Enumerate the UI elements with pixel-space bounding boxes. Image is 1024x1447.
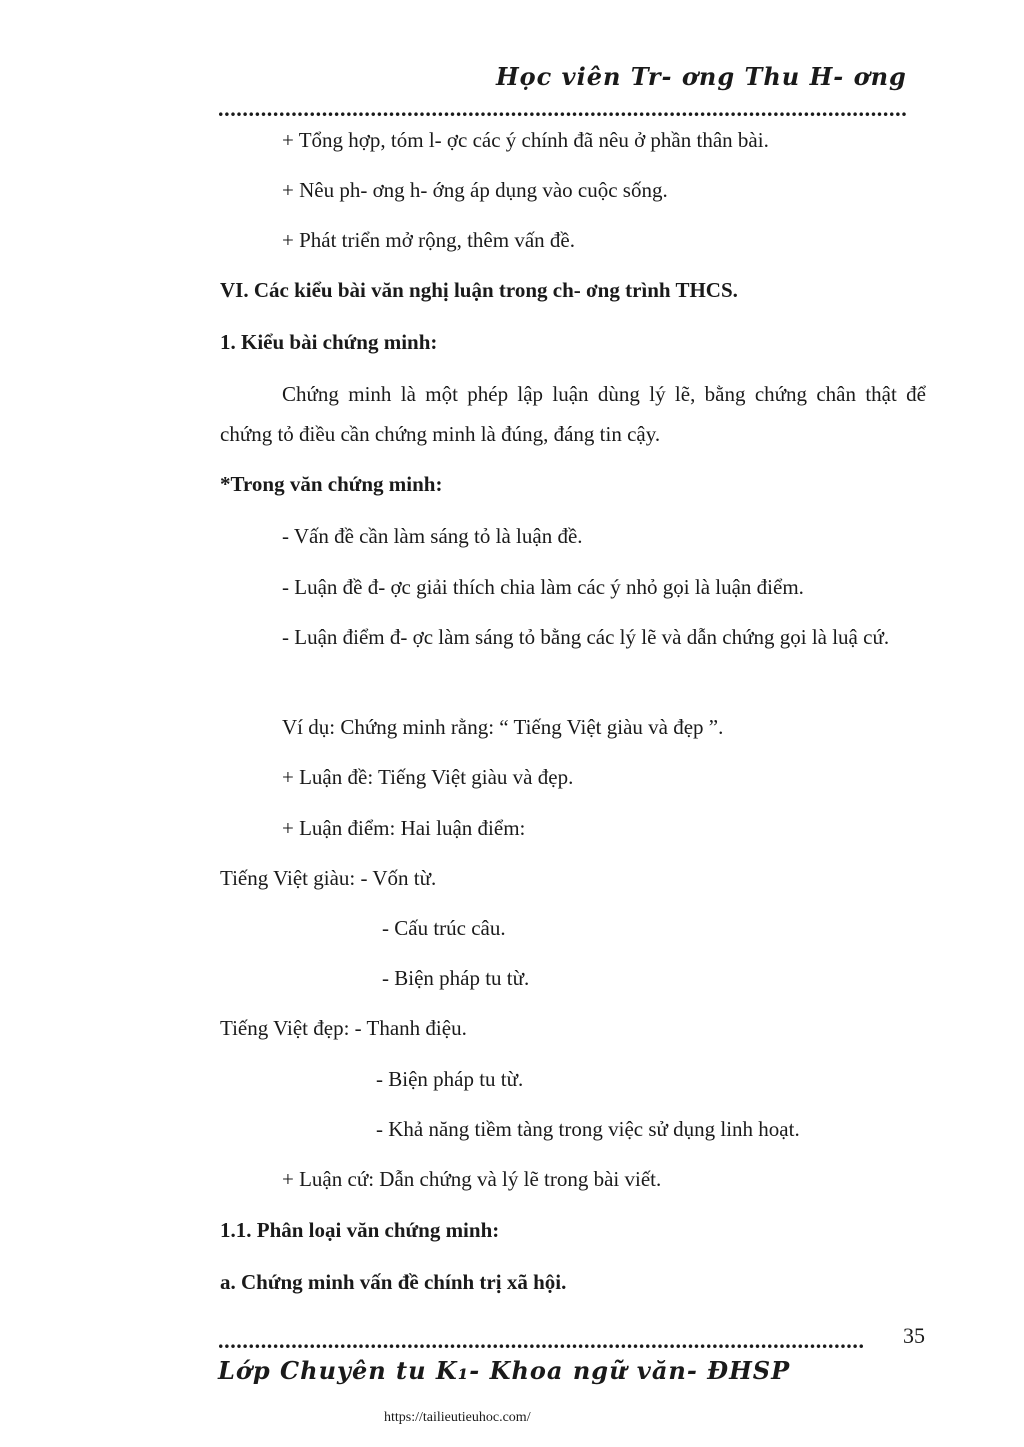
conclusion-item-2: + Nêu ph- ơng h- ớng áp dụng vào cuộc sống. bbox=[282, 178, 668, 202]
example-line: Ví dụ: Chứng minh rằng: “ Tiếng Việt giàu và đẹp ”. bbox=[282, 715, 724, 739]
arguments-line: + Luận điểm: Hai luận điểm: bbox=[282, 816, 526, 840]
beautiful-subpoint-3: - Khả năng tiềm tàng trong việc sử dụng linh hoạt. bbox=[376, 1117, 800, 1141]
running-header: Học viên Tr- ơng Thu H- ơng bbox=[496, 62, 907, 91]
point-1: - Vấn đề cần làm sáng tỏ là luận đề. bbox=[282, 524, 583, 548]
subsection-heading-1: 1. Kiểu bài chứng minh: bbox=[220, 330, 438, 354]
source-url[interactable]: https://tailieutieuhoc.com/ bbox=[384, 1410, 531, 1425]
section-heading-vi: VI. Các kiểu bài văn nghị luận trong ch- ơng trình THCS. bbox=[220, 278, 738, 302]
rich-point: Tiếng Việt giàu: - Vốn từ. bbox=[220, 866, 437, 890]
running-footer: Lớp Chuyên tu K₁- Khoa ngữ văn- ĐHSP bbox=[218, 1356, 791, 1385]
footer-divider: .......................................................................................................... bbox=[218, 1333, 865, 1349]
conclusion-item-1: + Tổng hợp, tóm l- ợc các ý chính đã nêu ở phần thân bài. bbox=[282, 128, 769, 152]
point-2: - Luận đề đ- ợc giải thích chia làm các ý nhỏ gọi là luận điểm. bbox=[282, 575, 804, 599]
page-number: 35 bbox=[903, 1323, 925, 1348]
definition-paragraph: Chứng minh là một phép lập luận dùng lý lẽ, bằng chứng chân thật để chứng tỏ điều cần chứng minh là đúng, đáng tin cậy. bbox=[220, 382, 926, 446]
beautiful-point: Tiếng Việt đẹp: - Thanh điệu. bbox=[220, 1016, 467, 1040]
subsection-heading-1-1: 1.1. Phân loại văn chứng minh: bbox=[220, 1218, 500, 1242]
point-3-paragraph: - Luận điểm đ- ợc làm sáng tỏ bằng các lý lẽ và dẫn chứng gọi là luậ cứ. bbox=[282, 625, 890, 649]
rich-subpoint-3: - Biện pháp tu từ. bbox=[382, 966, 530, 990]
conclusion-item-3: + Phát triển mở rộng, thêm vấn đề. bbox=[282, 228, 575, 252]
thesis-line: + Luận đề: Tiếng Việt giàu và đẹp. bbox=[282, 765, 574, 789]
subheading-trong-van-chung-minh: *Trong văn chứng minh: bbox=[220, 472, 443, 496]
evidence-line: + Luận cứ: Dẫn chứng và lý lẽ trong bài viết. bbox=[282, 1167, 662, 1191]
subsection-heading-a: a. Chứng minh vấn đề chính trị xã hội. bbox=[220, 1270, 567, 1294]
rich-subpoint-2: - Cấu trúc câu. bbox=[382, 916, 506, 940]
beautiful-subpoint-2: - Biện pháp tu từ. bbox=[376, 1067, 524, 1091]
header-divider: ................................................................................................................. bbox=[218, 101, 908, 117]
